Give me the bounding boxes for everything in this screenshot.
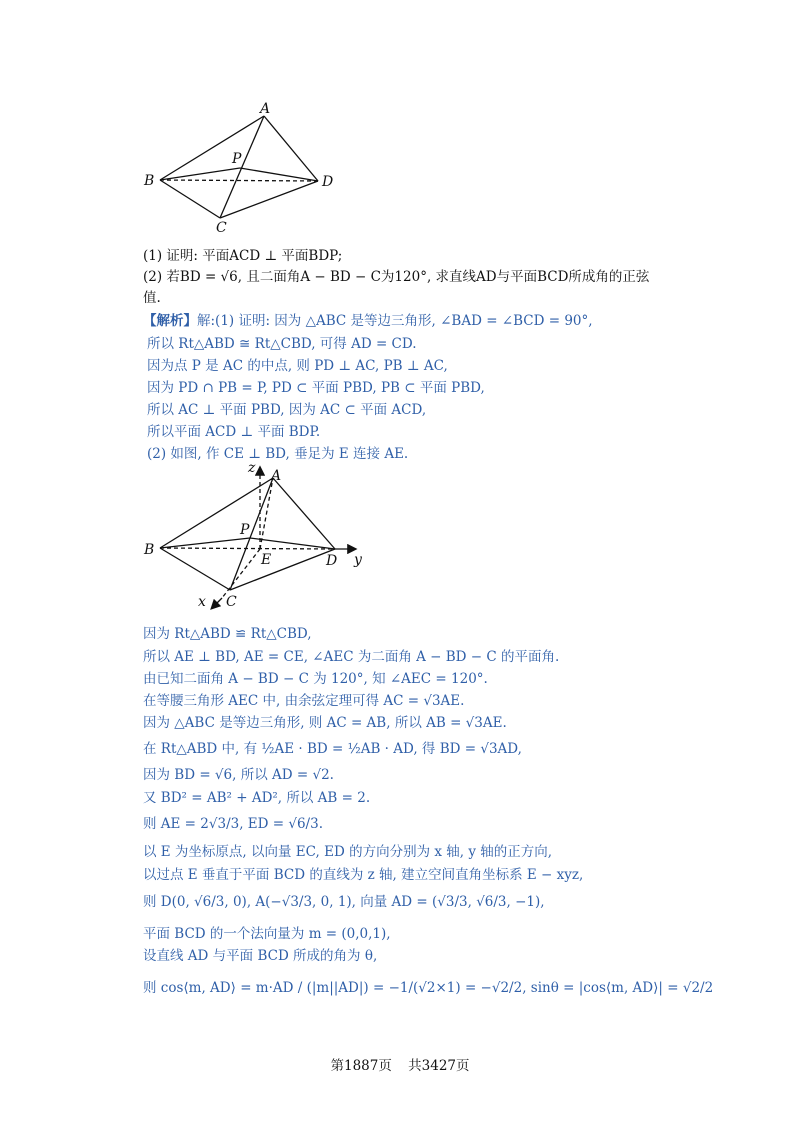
page-number: 第1887页 — [330, 1058, 392, 1074]
solution2-line-13: 设直线 AD 与平面 BCD 所成的角为 θ, — [143, 948, 378, 964]
page-footer — [0, 1054, 800, 1074]
question-part2: (2) 若BD = √6, 且二面角A − BD − C为120°, 求直线AD与平面BCD所成角的正弦 — [143, 269, 650, 285]
solution2-line-5: 在 Rt△ABD 中, 有 ½AE · BD = ½AB · AD, 得 BD = √3AD, — [143, 741, 522, 757]
analysis-tag: 【解析】 — [143, 313, 197, 329]
page-total: 共3427页 — [408, 1058, 470, 1074]
question-part2-cont: 值. — [143, 290, 161, 306]
solution2-line-6: 因为 BD = √6, 所以 AD = √2. — [143, 767, 334, 783]
label-x-axis: x — [198, 594, 206, 610]
solution2-line-14: 则 cos⟨m, AD⟩ = m·AD / (|m||AD|) = −1/(√2×1) = −√2/2, sinθ = |cos⟨m, AD⟩| = √2/2 — [143, 980, 714, 996]
solution2-line-1: 所以 AE ⊥ BD, AE = CE, ∠AEC 为二面角 A − BD − C 的平面角. — [143, 649, 560, 665]
figure-coordinate-system — [140, 458, 380, 618]
solution2-line-10: 以过点 E 垂直于平面 BCD 的直线为 z 轴, 建立空间直角坐标系 E − xyz, — [143, 867, 584, 883]
label-A: A — [260, 101, 271, 117]
solution2-line-2: 由已知二面角 A − BD − C 为 120°, 知 ∠AEC = 120°. — [143, 671, 488, 687]
solution2-line-8: 则 AE = 2√3/3, ED = √6/3. — [143, 816, 323, 832]
solution2-line-7: 又 BD² = AB² + AD², 所以 AB = 2. — [143, 790, 371, 806]
solution2-line-0: 因为 Rt△ABD ≌ Rt△CBD, — [143, 626, 312, 642]
label-P: P — [232, 151, 242, 167]
label-B2: B — [144, 542, 155, 558]
label-P2: P — [240, 522, 250, 538]
solution2-line-4: 因为 △ABC 是等边三角形, 则 AC = AB, 所以 AB = √3AE. — [143, 715, 507, 731]
solution-line-5: 所以平面 ACD ⊥ 平面 BDP. — [147, 424, 321, 440]
solution2-line-12: 平面 BCD 的一个法向量为 m = (0,0,1), — [143, 926, 391, 942]
solution-line-4: 所以 AC ⊥ 平面 PBD, 因为 AC ⊂ 平面 ACD, — [147, 402, 427, 418]
label-D2: D — [326, 553, 338, 569]
label-B: B — [144, 173, 155, 189]
solution-line-6: (2) 如图, 作 CE ⊥ BD, 垂足为 E 连接 AE. — [147, 446, 409, 462]
solution-line-3: 因为 PD ∩ PB = P, PD ⊂ 平面 PBD, PB ⊂ 平面 PBD, — [147, 380, 485, 396]
solution2-line-11: 则 D(0, √6/3, 0), A(−√3/3, 0, 1), 向量 AD = (√3/3, √6/3, −1), — [143, 894, 545, 910]
label-y-axis: y — [354, 552, 362, 568]
label-C: C — [216, 220, 227, 236]
solution2-line-9: 以 E 为坐标原点, 以向量 EC, ED 的方向分别为 x 轴, y 轴的正方向, — [143, 844, 553, 860]
label-C2: C — [226, 594, 237, 610]
solution-line-2: 因为点 P 是 AC 的中点, 则 PD ⊥ AC, PB ⊥ AC, — [147, 358, 448, 374]
solution2-line-3: 在等腰三角形 AEC 中, 由余弦定理可得 AC = √3AE. — [143, 693, 465, 709]
solution-line-0: 【解析】解:(1) 证明: 因为 △ABC 是等边三角形, ∠BAD = ∠BCD = 90°, — [143, 313, 593, 329]
label-E2: E — [261, 552, 272, 568]
figure-tetrahedron — [140, 100, 350, 240]
question-part1: (1) 证明: 平面ACD ⊥ 平面BDP; — [143, 248, 343, 264]
solution-line-1: 所以 Rt△ABD ≅ Rt△CBD, 可得 AD = CD. — [147, 336, 417, 352]
label-D: D — [322, 174, 334, 190]
label-A2: A — [271, 468, 282, 484]
label-z-axis: z — [248, 460, 256, 476]
